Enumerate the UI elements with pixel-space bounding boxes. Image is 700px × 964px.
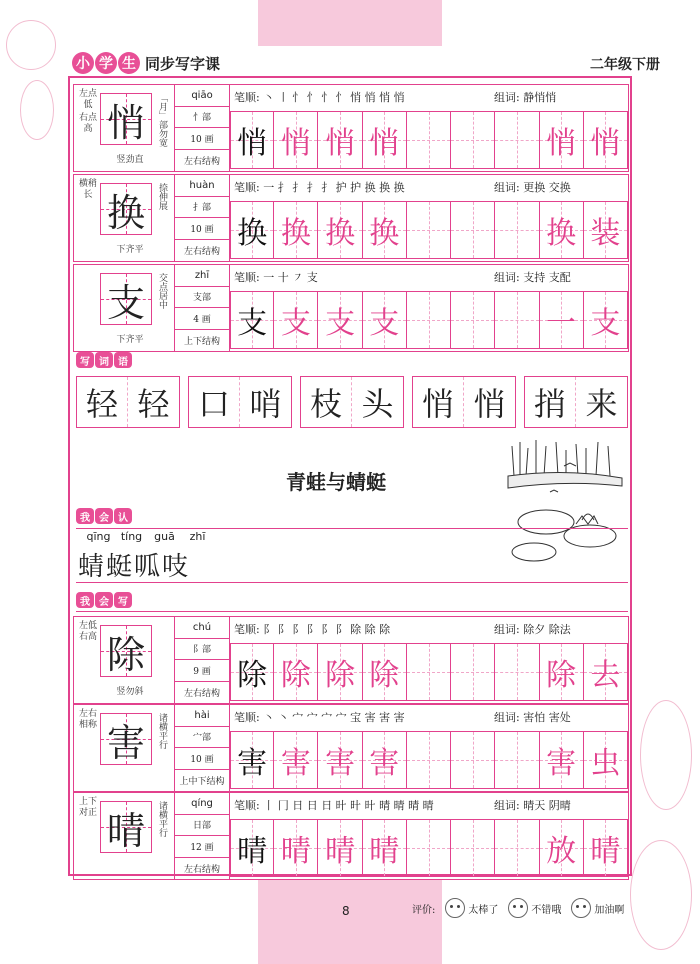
practice-cell[interactable] — [451, 643, 495, 701]
practice-cell[interactable] — [318, 731, 362, 789]
writing-tip: 交点居中 — [157, 273, 167, 309]
practice-char: 换 — [546, 216, 577, 251]
vocab-char: 来 — [585, 385, 618, 423]
char-radical: 日部 — [175, 815, 229, 837]
practice-cell[interactable] — [230, 819, 274, 877]
practice-char — [495, 202, 538, 258]
practice-char — [407, 112, 450, 168]
model-char: 悄 — [106, 100, 145, 145]
char-structure: 左右结构 — [183, 688, 220, 699]
practice-char: 放 — [546, 834, 577, 869]
practice-char: 一 — [546, 306, 577, 341]
practice-cell[interactable] — [363, 643, 407, 701]
practice-char: 悄 — [590, 126, 621, 161]
practice-cell[interactable] — [451, 291, 495, 349]
practice-char — [451, 732, 494, 788]
practice-char: 害 — [325, 746, 356, 781]
char-pinyin: qíng — [175, 793, 229, 815]
practice-char: 换 — [280, 216, 311, 251]
writing-tip: 诸横平行 — [157, 713, 167, 749]
practice-cell[interactable] — [451, 111, 495, 169]
section-tag-write — [76, 592, 133, 608]
recognize-pinyin-row — [82, 530, 214, 543]
brand-pill: 学 — [95, 52, 117, 74]
practice-char: 装 — [590, 216, 621, 251]
practice-cell[interactable] — [540, 643, 584, 701]
practice-cell[interactable] — [230, 643, 274, 701]
practice-char: 支 — [280, 306, 311, 341]
stroke-order: 笔顺: 阝 阝 阝 阝 阝 阝 除 除 除 — [234, 623, 391, 636]
practice-cell[interactable] — [584, 201, 628, 259]
section-tag-recognize — [76, 508, 133, 524]
practice-cell[interactable] — [318, 201, 362, 259]
practice-char: 害 — [280, 746, 311, 781]
practice-cell[interactable] — [274, 201, 318, 259]
eval-option: 加油啊 — [594, 904, 625, 916]
char-stroke-count: 10 画 — [175, 748, 229, 770]
char-info-column — [174, 175, 230, 261]
character-block — [73, 174, 629, 262]
practice-char: 换 — [369, 216, 400, 251]
practice-row — [230, 731, 628, 789]
practice-row — [230, 291, 628, 349]
practice-char: 除 — [369, 658, 400, 693]
char-radical: 宀部 — [175, 727, 229, 749]
model-char: 除 — [106, 632, 145, 677]
bear-face-icon — [508, 898, 528, 918]
practice-cell[interactable] — [407, 819, 451, 877]
char-radical: 阝部 — [175, 639, 229, 661]
vocab-row — [76, 376, 628, 428]
model-char: 害 — [106, 720, 145, 765]
vocab-char: 悄 — [421, 385, 454, 423]
practice-cell[interactable] — [584, 731, 628, 789]
vocab-pair — [188, 376, 292, 428]
practice-cell[interactable] — [318, 643, 362, 701]
bottom-decor-band — [258, 880, 442, 964]
page-number: 8 — [342, 904, 350, 918]
character-block — [73, 264, 629, 352]
practice-cell[interactable] — [318, 291, 362, 349]
brand-pill: 生 — [118, 52, 140, 74]
practice-cell[interactable] — [495, 731, 539, 789]
char-radical: 支部 — [175, 287, 229, 309]
char-stroke-count: 12 画 — [175, 836, 229, 858]
practice-row — [230, 111, 628, 169]
practice-cell[interactable] — [540, 111, 584, 169]
practice-char: 晴 — [369, 834, 400, 869]
char-stroke-count: 4 画 — [175, 308, 229, 330]
pond-illustration — [506, 436, 624, 576]
writing-tip: 下齐平 — [116, 245, 144, 255]
practice-cell[interactable] — [451, 201, 495, 259]
stroke-order: 笔顺: 一 扌 扌 扌 扌 护 护 换 换 换 — [234, 181, 405, 194]
vocab-char: 捎 — [533, 385, 566, 423]
writing-tip: 竖劲直 — [116, 155, 144, 165]
section-rule — [76, 582, 628, 583]
practice-row — [230, 201, 628, 259]
practice-cell[interactable] — [230, 291, 274, 349]
vocab-char: 哨 — [249, 385, 282, 423]
practice-char — [407, 732, 450, 788]
tag-dot: 认 — [114, 508, 132, 524]
tag-dot: 写 — [114, 592, 132, 608]
writing-tip: 下齐平 — [116, 335, 144, 345]
practice-cell[interactable] — [407, 643, 451, 701]
eval-option: 不错哦 — [531, 904, 562, 916]
writing-tip: 左低右高 — [78, 621, 97, 642]
practice-cell[interactable] — [274, 643, 318, 701]
practice-char: 支 — [325, 306, 356, 341]
model-char-cell — [100, 183, 152, 235]
practice-row — [230, 643, 628, 701]
pinyin: zhī — [189, 530, 206, 543]
brand-pill: 小 — [72, 52, 94, 74]
model-char: 支 — [106, 280, 145, 325]
practice-cell[interactable] — [540, 291, 584, 349]
vocab-char: 轻 — [85, 385, 118, 423]
vocab-char: 轻 — [137, 385, 170, 423]
pinyin: tíng — [120, 530, 143, 543]
practice-cell[interactable] — [363, 291, 407, 349]
char-pinyin: chú — [175, 617, 229, 639]
character-block — [73, 84, 629, 172]
practice-char: 除 — [280, 658, 311, 693]
writing-tip: 横稍长 — [78, 179, 97, 200]
tag-dot: 写 — [76, 352, 94, 368]
grade-label: 二年级下册 — [590, 57, 660, 73]
child-face-icon — [571, 898, 591, 918]
practice-cell[interactable] — [451, 731, 495, 789]
practice-cell[interactable] — [540, 731, 584, 789]
practice-cell[interactable] — [495, 201, 539, 259]
practice-char: 支 — [237, 306, 268, 341]
recognize-chars: 蜻蜓呱吱 — [78, 552, 191, 582]
flower-decor-top-left — [6, 20, 56, 70]
practice-cell[interactable] — [584, 111, 628, 169]
char-structure: 左右结构 — [183, 246, 220, 257]
model-char-cell — [100, 713, 152, 765]
practice-char: 害 — [237, 746, 268, 781]
model-char-cell — [100, 273, 152, 325]
practice-char: 除 — [325, 658, 356, 693]
writing-tip: 左点低 — [78, 89, 97, 110]
word-group: 组词: 更换 交换 — [494, 181, 571, 194]
model-char: 晴 — [106, 808, 145, 853]
practice-cell[interactable] — [495, 643, 539, 701]
stroke-order: 笔顺: ㇔ ㇔ 宀 宀 宀 宀 宝 害 害 害 — [234, 711, 405, 724]
practice-char: 支 — [590, 306, 621, 341]
practice-cell[interactable] — [230, 731, 274, 789]
practice-char: 悄 — [280, 126, 311, 161]
section-rule — [76, 611, 628, 612]
practice-char: 悄 — [369, 126, 400, 161]
stroke-order: 笔顺: ㇔ ㇑ 忄 忄 忄 忄 悄 悄 悄 悄 — [234, 91, 405, 104]
pinyin: guā — [154, 530, 175, 543]
char-info-column — [174, 617, 230, 703]
section-rule — [76, 528, 628, 529]
writing-tip: 诸横平行 — [157, 801, 167, 837]
writing-tip: 「月」部勿宽 — [157, 93, 167, 147]
practice-cell[interactable] — [363, 819, 407, 877]
char-pinyin: zhī — [175, 265, 229, 287]
char-structure: 上下结构 — [183, 336, 220, 347]
stroke-order: 笔顺: 一 十 ㇇ 支 — [234, 271, 318, 284]
practice-cell[interactable] — [230, 111, 274, 169]
practice-char — [495, 644, 538, 700]
flower-decor-right — [640, 700, 692, 810]
vocab-pair — [300, 376, 404, 428]
lesson-title: 青蛙与蜻蜓 — [286, 470, 386, 494]
vocab-char: 悄 — [473, 385, 506, 423]
practice-char — [451, 292, 494, 348]
practice-cell[interactable] — [363, 201, 407, 259]
writing-tip: 左右相称 — [78, 709, 97, 730]
practice-char: 晴 — [325, 834, 356, 869]
char-stroke-count: 10 画 — [175, 218, 229, 240]
practice-char: 悄 — [325, 126, 356, 161]
practice-char: 换 — [237, 216, 268, 251]
flower-decor-left — [20, 80, 54, 140]
practice-char: 晴 — [590, 834, 621, 869]
character-block — [73, 704, 629, 792]
practice-cell[interactable] — [407, 111, 451, 169]
section-tag-vocab — [76, 352, 133, 368]
char-structure: 左右结构 — [183, 156, 220, 167]
vocab-char: 口 — [197, 385, 230, 423]
vocab-char: 头 — [361, 385, 394, 423]
practice-cell[interactable] — [540, 819, 584, 877]
practice-cell[interactable] — [584, 643, 628, 701]
eval-label: 评价: — [412, 904, 436, 916]
word-group: 组词: 晴天 阴晴 — [494, 799, 571, 812]
model-char: 换 — [106, 190, 145, 235]
practice-cell[interactable] — [363, 111, 407, 169]
practice-char: 晴 — [237, 834, 268, 869]
practice-char — [451, 644, 494, 700]
word-group: 组词: 除夕 除法 — [494, 623, 571, 636]
char-structure: 上中下结构 — [179, 776, 225, 787]
practice-char — [407, 820, 450, 876]
writing-tip: 捺伸展 — [157, 183, 167, 210]
vocab-pair — [412, 376, 516, 428]
practice-char: 支 — [369, 306, 400, 341]
practice-char — [451, 112, 494, 168]
practice-char — [495, 112, 538, 168]
practice-cell[interactable] — [230, 201, 274, 259]
char-info-column — [174, 705, 230, 791]
practice-cell[interactable] — [363, 731, 407, 789]
practice-cell[interactable] — [407, 201, 451, 259]
char-pinyin: hài — [175, 705, 229, 727]
practice-cell[interactable] — [274, 111, 318, 169]
cat-face-icon — [445, 898, 465, 918]
char-radical: 扌部 — [175, 197, 229, 219]
model-char-cell — [100, 625, 152, 677]
eval-option: 太棒了 — [468, 904, 499, 916]
practice-char: 换 — [325, 216, 356, 251]
practice-cell[interactable] — [274, 819, 318, 877]
practice-char — [407, 202, 450, 258]
writing-tip: 右点高 — [78, 113, 97, 134]
practice-char: 虫 — [590, 746, 621, 781]
char-info-column — [174, 85, 230, 171]
vocab-char: 枝 — [309, 385, 342, 423]
word-group: 组词: 静悄悄 — [494, 91, 557, 104]
practice-cell[interactable] — [540, 201, 584, 259]
practice-char: 除 — [237, 658, 268, 693]
practice-row — [230, 819, 628, 877]
character-block — [73, 792, 629, 880]
word-group: 组词: 支持 支配 — [494, 271, 571, 284]
practice-char: 晴 — [280, 834, 311, 869]
writing-tip: 上下对正 — [78, 797, 97, 818]
char-pinyin: qiāo — [175, 85, 229, 107]
pinyin: qīng — [86, 530, 111, 543]
brand-logo — [72, 52, 220, 74]
practice-cell[interactable] — [584, 291, 628, 349]
practice-cell[interactable] — [584, 819, 628, 877]
char-stroke-count: 10 画 — [175, 128, 229, 150]
char-radical: 忄部 — [175, 107, 229, 129]
tag-dot: 会 — [95, 508, 113, 524]
stroke-order: 笔顺: 丨 冂 日 日 日 旪 旪 旪 晴 晴 晴 晴 — [234, 799, 434, 812]
practice-cell[interactable] — [495, 291, 539, 349]
tag-dot: 语 — [114, 352, 132, 368]
vocab-pair — [524, 376, 628, 428]
practice-char — [495, 820, 538, 876]
practice-cell[interactable] — [407, 731, 451, 789]
practice-cell[interactable] — [495, 111, 539, 169]
practice-char: 除 — [546, 658, 577, 693]
practice-cell[interactable] — [495, 819, 539, 877]
char-pinyin: huàn — [175, 175, 229, 197]
writing-tip: 竖勿斜 — [116, 687, 144, 697]
vocab-pair — [76, 376, 180, 428]
evaluation-row — [412, 898, 624, 918]
tag-dot: 我 — [76, 592, 94, 608]
practice-char: 去 — [590, 658, 621, 693]
practice-char — [451, 202, 494, 258]
practice-char: 害 — [369, 746, 400, 781]
top-decor-band — [258, 0, 442, 46]
tag-dot: 我 — [76, 508, 94, 524]
practice-cell[interactable] — [451, 819, 495, 877]
practice-char: 悄 — [237, 126, 268, 161]
word-group: 组词: 害怕 害处 — [494, 711, 571, 724]
practice-cell[interactable] — [318, 111, 362, 169]
practice-cell[interactable] — [274, 291, 318, 349]
practice-char — [407, 292, 450, 348]
practice-char — [495, 732, 538, 788]
char-structure: 左右结构 — [183, 864, 220, 875]
practice-cell[interactable] — [318, 819, 362, 877]
model-char-cell — [100, 93, 152, 145]
practice-cell[interactable] — [407, 291, 451, 349]
model-char-cell — [100, 801, 152, 853]
practice-char: 悄 — [546, 126, 577, 161]
char-info-column — [174, 265, 230, 351]
brand-text: 同步写字课 — [145, 54, 221, 73]
tag-dot: 词 — [95, 352, 113, 368]
char-stroke-count: 9 画 — [175, 660, 229, 682]
practice-char — [407, 644, 450, 700]
flower-decor-bottom-right — [630, 840, 692, 950]
practice-char — [451, 820, 494, 876]
char-info-column — [174, 793, 230, 879]
practice-char — [495, 292, 538, 348]
practice-cell[interactable] — [274, 731, 318, 789]
practice-char: 害 — [546, 746, 577, 781]
character-block — [73, 616, 629, 704]
tag-dot: 会 — [95, 592, 113, 608]
